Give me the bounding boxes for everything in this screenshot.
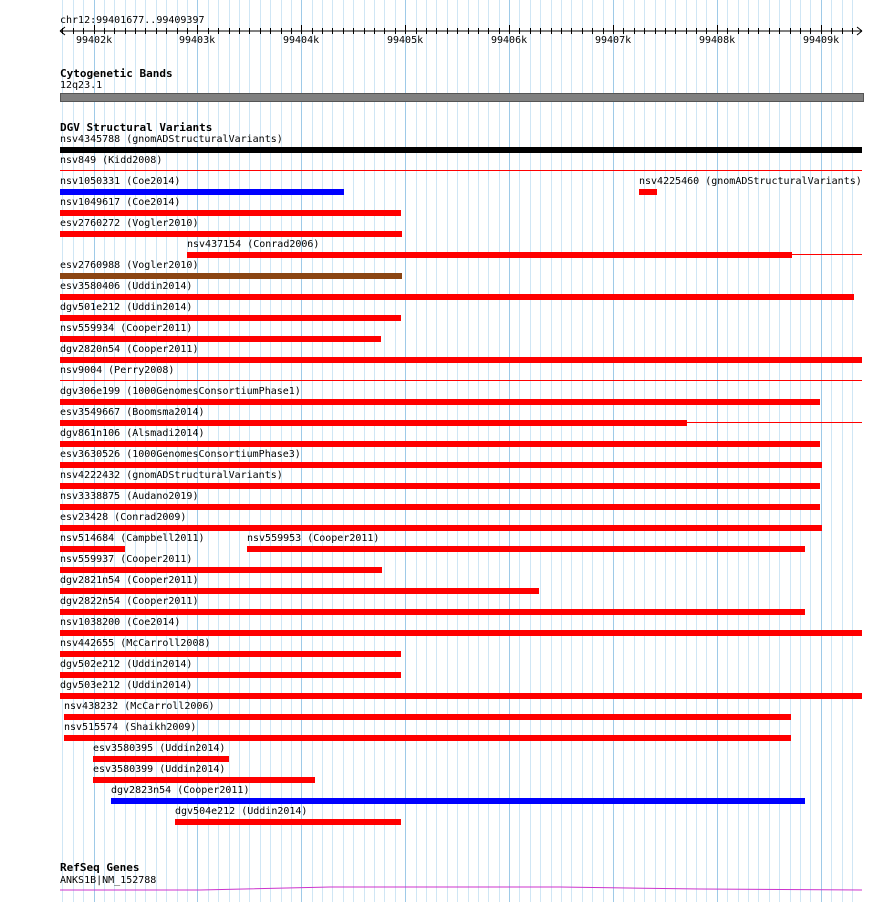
grid-line bbox=[686, 0, 687, 902]
sv-feature-label[interactable]: dgv503e212 (Uddin2014) bbox=[60, 680, 193, 691]
sv-feature-label[interactable]: esv3580395 (Uddin2014) bbox=[93, 743, 226, 754]
sv-feature-label[interactable]: nsv515574 (Shaikh2009) bbox=[64, 722, 197, 733]
grid-line bbox=[603, 0, 604, 902]
ruler-tick-label: 99403k bbox=[179, 35, 216, 46]
grid-line bbox=[790, 0, 791, 902]
sv-feature-line[interactable] bbox=[60, 170, 862, 171]
sv-feature-bar[interactable] bbox=[60, 462, 822, 468]
gene-track-title: RefSeq Genes bbox=[60, 861, 140, 874]
sv-feature-label[interactable]: esv3580399 (Uddin2014) bbox=[93, 764, 226, 775]
sv-feature-label[interactable]: esv23428 (Conrad2009) bbox=[60, 512, 187, 523]
sv-feature-label[interactable]: esv2760988 (Vogler2010) bbox=[60, 260, 199, 271]
sv-feature-bar[interactable] bbox=[93, 777, 315, 783]
sv-feature-bar[interactable] bbox=[175, 819, 401, 825]
sv-feature-bar[interactable] bbox=[639, 189, 657, 195]
grid-line bbox=[416, 0, 417, 902]
sv-feature-label[interactable]: nsv514684 (Campbell2011) bbox=[60, 533, 205, 544]
grid-line bbox=[540, 0, 541, 902]
grid-line bbox=[301, 0, 302, 902]
grid-line bbox=[696, 0, 697, 902]
grid-line bbox=[519, 0, 520, 902]
grid-line bbox=[364, 0, 365, 902]
sv-feature-bar[interactable] bbox=[60, 567, 382, 573]
sv-feature-label[interactable]: nsv438232 (McCarroll2006) bbox=[64, 701, 215, 712]
grid-line bbox=[655, 0, 656, 902]
gene-label: ANKS1B|NM_152788 bbox=[60, 875, 157, 886]
grid-line bbox=[810, 0, 811, 902]
grid-line bbox=[571, 0, 572, 902]
sv-feature-label[interactable]: dgv861n106 (Alsmadi2014) bbox=[60, 428, 205, 439]
sv-feature-label[interactable]: dgv2821n54 (Cooper2011) bbox=[60, 575, 199, 586]
sv-feature-bar[interactable] bbox=[60, 672, 401, 678]
sv-feature-label[interactable]: esv3630526 (1000GenomesConsortiumPhase3) bbox=[60, 449, 301, 460]
sv-feature-bar[interactable] bbox=[60, 315, 401, 321]
grid-line bbox=[468, 0, 469, 902]
grid-line bbox=[623, 0, 624, 902]
grid-line bbox=[634, 0, 635, 902]
sv-feature-label[interactable]: dgv2820n54 (Cooper2011) bbox=[60, 344, 199, 355]
sv-feature-label[interactable]: esv3580406 (Uddin2014) bbox=[60, 281, 193, 292]
sv-feature-extension-line bbox=[792, 254, 862, 255]
grid-line bbox=[831, 0, 832, 902]
sv-feature-label[interactable]: nsv1038200 (Coe2014) bbox=[60, 617, 181, 628]
grid-line bbox=[499, 0, 500, 902]
grid-line bbox=[821, 0, 822, 902]
grid-line bbox=[613, 0, 614, 902]
sv-feature-bar[interactable] bbox=[60, 483, 820, 489]
sv-feature-bar[interactable] bbox=[93, 756, 229, 762]
grid-line bbox=[457, 0, 458, 902]
grid-line bbox=[644, 0, 645, 902]
grid-line bbox=[551, 0, 552, 902]
sv-feature-label[interactable]: dgv501e212 (Uddin2014) bbox=[60, 302, 193, 313]
sv-feature-label[interactable]: dgv504e212 (Uddin2014) bbox=[175, 806, 308, 817]
grid-line bbox=[738, 0, 739, 902]
grid-line bbox=[665, 0, 666, 902]
grid-line bbox=[748, 0, 749, 902]
sv-feature-bar[interactable] bbox=[60, 210, 401, 216]
grid-line bbox=[561, 0, 562, 902]
grid-line bbox=[384, 0, 385, 902]
sv-feature-bar[interactable] bbox=[64, 714, 791, 720]
ruler-tick-label: 99406k bbox=[491, 35, 528, 46]
sv-feature-bar[interactable] bbox=[60, 630, 862, 636]
grid-line bbox=[395, 0, 396, 902]
sv-feature-bar[interactable] bbox=[60, 336, 381, 342]
sv-feature-bar[interactable] bbox=[60, 441, 820, 447]
sv-feature-bar[interactable] bbox=[60, 420, 687, 426]
grid-line bbox=[426, 0, 427, 902]
grid-line bbox=[343, 0, 344, 902]
sv-feature-label[interactable]: nsv559953 (Cooper2011) bbox=[247, 533, 380, 544]
ruler-tick-label: 99402k bbox=[76, 35, 113, 46]
cytoband-track-title: Cytogenetic Bands bbox=[60, 67, 173, 80]
sv-feature-bar[interactable] bbox=[60, 609, 805, 615]
sv-feature-extension-line bbox=[687, 422, 862, 423]
grid-line bbox=[675, 0, 676, 902]
grid-line bbox=[405, 0, 406, 902]
grid-line bbox=[530, 0, 531, 902]
sv-feature-label[interactable]: nsv1049617 (Coe2014) bbox=[60, 197, 181, 208]
sv-feature-label[interactable]: nsv849 (Kidd2008) bbox=[60, 155, 163, 166]
grid-line bbox=[332, 0, 333, 902]
grid-line bbox=[374, 0, 375, 902]
ruler-tick-label: 99408k bbox=[699, 35, 736, 46]
sv-feature-label[interactable]: dgv306e199 (1000GenomesConsortiumPhase1) bbox=[60, 386, 301, 397]
grid-line bbox=[322, 0, 323, 902]
sv-feature-label[interactable]: nsv3338875 (Audano2019) bbox=[60, 491, 199, 502]
sv-feature-bar[interactable] bbox=[60, 357, 862, 363]
cytoband-bar[interactable] bbox=[60, 93, 864, 102]
ruler[interactable] bbox=[0, 22, 890, 72]
sv-feature-label[interactable]: esv2760272 (Vogler2010) bbox=[60, 218, 199, 229]
grid-line bbox=[509, 0, 510, 902]
grid-line bbox=[488, 0, 489, 902]
sv-feature-bar[interactable] bbox=[60, 231, 402, 237]
sv-feature-label[interactable]: nsv559934 (Cooper2011) bbox=[60, 323, 193, 334]
sv-feature-label[interactable]: nsv4225460 (gnomADStructuralVariants) bbox=[639, 176, 862, 187]
sv-feature-label[interactable]: nsv4222432 (gnomADStructuralVariants) bbox=[60, 470, 283, 481]
sv-feature-bar[interactable] bbox=[60, 546, 125, 552]
grid-line bbox=[852, 0, 853, 902]
sv-feature-bar[interactable] bbox=[60, 504, 820, 510]
sv-feature-label[interactable]: nsv9004 (Perry2008) bbox=[60, 365, 175, 376]
sv-feature-bar[interactable] bbox=[60, 693, 862, 699]
sv-feature-label[interactable]: nsv559937 (Cooper2011) bbox=[60, 554, 193, 565]
ruler-tick-label: 99404k bbox=[283, 35, 320, 46]
grid-line bbox=[842, 0, 843, 902]
sv-feature-bar[interactable] bbox=[60, 189, 344, 195]
grid-line bbox=[717, 0, 718, 902]
grid-line bbox=[447, 0, 448, 902]
sv-feature-bar[interactable] bbox=[64, 735, 791, 741]
gene-intron-line[interactable] bbox=[60, 887, 862, 890]
grid-line bbox=[478, 0, 479, 902]
grid-line bbox=[582, 0, 583, 902]
ruler-tick-label: 99405k bbox=[387, 35, 424, 46]
sv-feature-label[interactable]: nsv1050331 (Coe2014) bbox=[60, 176, 181, 187]
sv-feature-bar[interactable] bbox=[187, 252, 792, 258]
sv-feature-bar[interactable] bbox=[60, 588, 539, 594]
grid-line bbox=[769, 0, 770, 902]
ruler-tick-label: 99407k bbox=[595, 35, 632, 46]
sv-feature-bar[interactable] bbox=[60, 294, 854, 300]
sv-feature-bar[interactable] bbox=[60, 147, 862, 153]
sv-feature-label[interactable]: nsv442655 (McCarroll2008) bbox=[60, 638, 211, 649]
sv-feature-bar[interactable] bbox=[60, 651, 401, 657]
grid-line bbox=[779, 0, 780, 902]
cytoband-label: 12q23.1 bbox=[60, 80, 103, 91]
ruler-tick-label: 99409k bbox=[803, 35, 840, 46]
region-label: chr12:99401677..99409397 bbox=[60, 15, 205, 26]
sv-feature-bar[interactable] bbox=[247, 546, 805, 552]
grid-line bbox=[436, 0, 437, 902]
grid-line bbox=[353, 0, 354, 902]
sv-feature-bar[interactable] bbox=[60, 525, 822, 531]
gene-model[interactable] bbox=[0, 884, 890, 896]
sv-track-title: DGV Structural Variants bbox=[60, 121, 213, 134]
sv-feature-label[interactable]: dgv502e212 (Uddin2014) bbox=[60, 659, 193, 670]
sv-feature-bar[interactable] bbox=[60, 399, 820, 405]
sv-feature-label[interactable]: nsv437154 (Conrad2006) bbox=[187, 239, 320, 250]
sv-feature-label[interactable]: dgv2823n54 (Cooper2011) bbox=[111, 785, 250, 796]
sv-feature-line[interactable] bbox=[60, 380, 862, 381]
sv-feature-bar[interactable] bbox=[60, 273, 402, 279]
sv-feature-label[interactable]: esv3549667 (Boomsma2014) bbox=[60, 407, 205, 418]
sv-feature-label[interactable]: dgv2822n54 (Cooper2011) bbox=[60, 596, 199, 607]
grid-line bbox=[727, 0, 728, 902]
sv-feature-label[interactable]: nsv4345788 (gnomADStructuralVariants) bbox=[60, 134, 283, 145]
grid-line bbox=[706, 0, 707, 902]
grid-line bbox=[592, 0, 593, 902]
sv-feature-bar[interactable] bbox=[111, 798, 805, 804]
grid-line bbox=[800, 0, 801, 902]
grid-line bbox=[758, 0, 759, 902]
grid-line bbox=[312, 0, 313, 902]
